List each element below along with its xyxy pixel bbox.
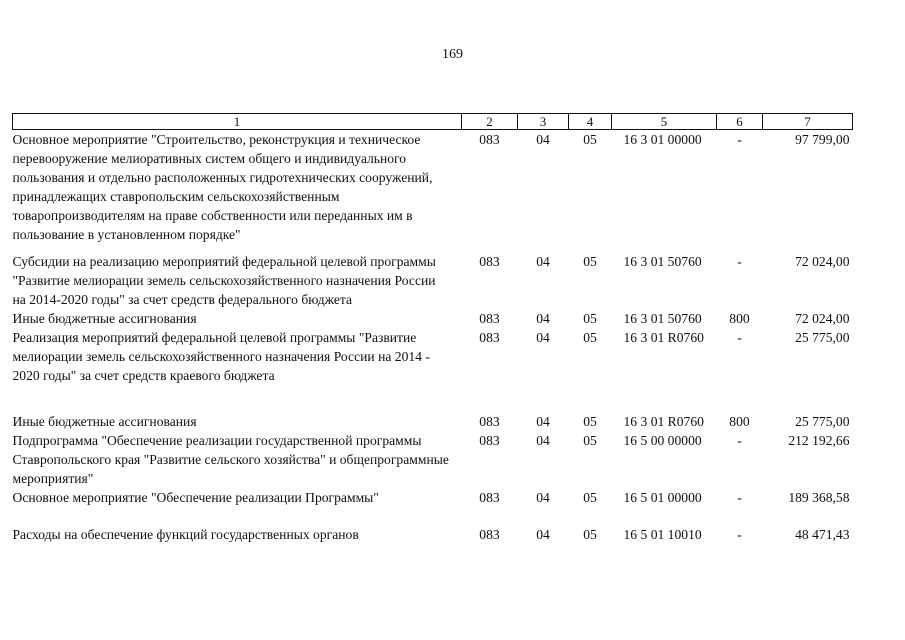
table-row (13, 328, 853, 412)
row-vr: 800 (729, 414, 750, 429)
row-vr: - (737, 132, 742, 147)
row-name: Иные бюджетные ассигнования (12, 414, 197, 429)
row-pr: 05 (583, 490, 597, 505)
row-csr: 16 3 01 R0760 (623, 330, 704, 345)
header-row (13, 114, 853, 130)
row-amount: 25 775,00 (795, 414, 850, 429)
row-amount: 72 024,00 (795, 254, 850, 269)
row-pr: 05 (583, 132, 597, 147)
table-row (13, 252, 853, 309)
row-rz: 04 (536, 433, 550, 448)
row-vr: - (737, 433, 742, 448)
row-rz: 04 (536, 330, 550, 345)
table-row (13, 309, 853, 328)
header-col-2: 2 (462, 114, 518, 130)
row-amount: 212 192,66 (788, 433, 850, 448)
row-name: Расходы на обеспечение функций государственных органов (12, 527, 359, 542)
header-col-7: 7 (763, 114, 853, 130)
row-ved: 083 (479, 330, 500, 345)
row-vr: - (737, 330, 742, 345)
row-amount: 97 799,00 (795, 132, 850, 147)
row-ved: 083 (479, 433, 500, 448)
row-rz: 04 (536, 414, 550, 429)
row-csr: 16 3 01 50760 (623, 254, 702, 269)
row-vr: 800 (729, 311, 750, 326)
row-rz: 04 (536, 132, 550, 147)
row-pr: 05 (583, 330, 597, 345)
row-pr: 05 (583, 433, 597, 448)
row-name: Субсидии на реализацию мероприятий федеральной целевой программы "Развитие мелиорации земель сельскохозяйственного назначения России на 2014-2020 годы" за счет средств федерального бюджета (12, 254, 436, 307)
row-pr: 05 (583, 527, 597, 542)
row-csr: 16 5 01 00000 (623, 490, 702, 505)
row-ved: 083 (479, 254, 500, 269)
row-name: Основное мероприятие "Строительство, реконструкция и техническое перевооружение мелиоративных систем общего и индивидуального пользования и отдельно расположенных гидротехнических сооружений, принадлежащих ставропольским сельскохозяйственным товаропроизводителям на праве собственности или переданных им в пользование в установленном порядке" (12, 132, 433, 242)
header-col-5: 5 (612, 114, 717, 130)
header-col-1: 1 (13, 114, 462, 130)
row-name: Подпрограмма "Обеспечение реализации государственной программы Ставропольского края "Развитие сельского хозяйства" и общепрограммные мероприятия" (12, 433, 449, 486)
row-name: Основное мероприятие "Обеспечение реализации Программы" (12, 490, 379, 505)
table-row (13, 525, 853, 544)
table-row (13, 130, 853, 253)
row-csr: 16 5 00 00000 (623, 433, 702, 448)
row-name: Реализация мероприятий федеральной целевой программы "Развитие мелиорации земель сельскохозяйственного назначения России на 2014 - 2020 годы" за счет средств краевого бюджета (12, 330, 430, 383)
row-vr: - (737, 254, 742, 269)
row-rz: 04 (536, 311, 550, 326)
row-csr: 16 5 01 10010 (623, 527, 702, 542)
row-ved: 083 (479, 490, 500, 505)
row-pr: 05 (583, 311, 597, 326)
row-pr: 05 (583, 414, 597, 429)
budget-table (12, 113, 853, 544)
table-row (13, 431, 853, 488)
row-vr: - (737, 527, 742, 542)
row-ved: 083 (479, 527, 500, 542)
row-name: Иные бюджетные ассигнования (12, 311, 197, 326)
row-amount: 25 775,00 (795, 330, 850, 345)
row-amount: 189 368,58 (788, 490, 850, 505)
table-row (13, 488, 853, 525)
row-amount: 72 024,00 (795, 311, 850, 326)
row-rz: 04 (536, 527, 550, 542)
row-ved: 083 (479, 132, 500, 147)
row-pr: 05 (583, 254, 597, 269)
page-number: 169 (442, 47, 463, 62)
table-row (13, 412, 853, 431)
row-amount: 48 471,43 (795, 527, 850, 542)
row-csr: 16 3 01 50760 (623, 311, 702, 326)
row-vr: - (737, 490, 742, 505)
row-ved: 083 (479, 311, 500, 326)
row-csr: 16 3 01 00000 (623, 132, 702, 147)
row-rz: 04 (536, 254, 550, 269)
row-ved: 083 (479, 414, 500, 429)
header-col-6: 6 (717, 114, 763, 130)
row-csr: 16 3 01 R0760 (623, 414, 704, 429)
header-col-3: 3 (518, 114, 569, 130)
header-col-4: 4 (569, 114, 612, 130)
row-rz: 04 (536, 490, 550, 505)
